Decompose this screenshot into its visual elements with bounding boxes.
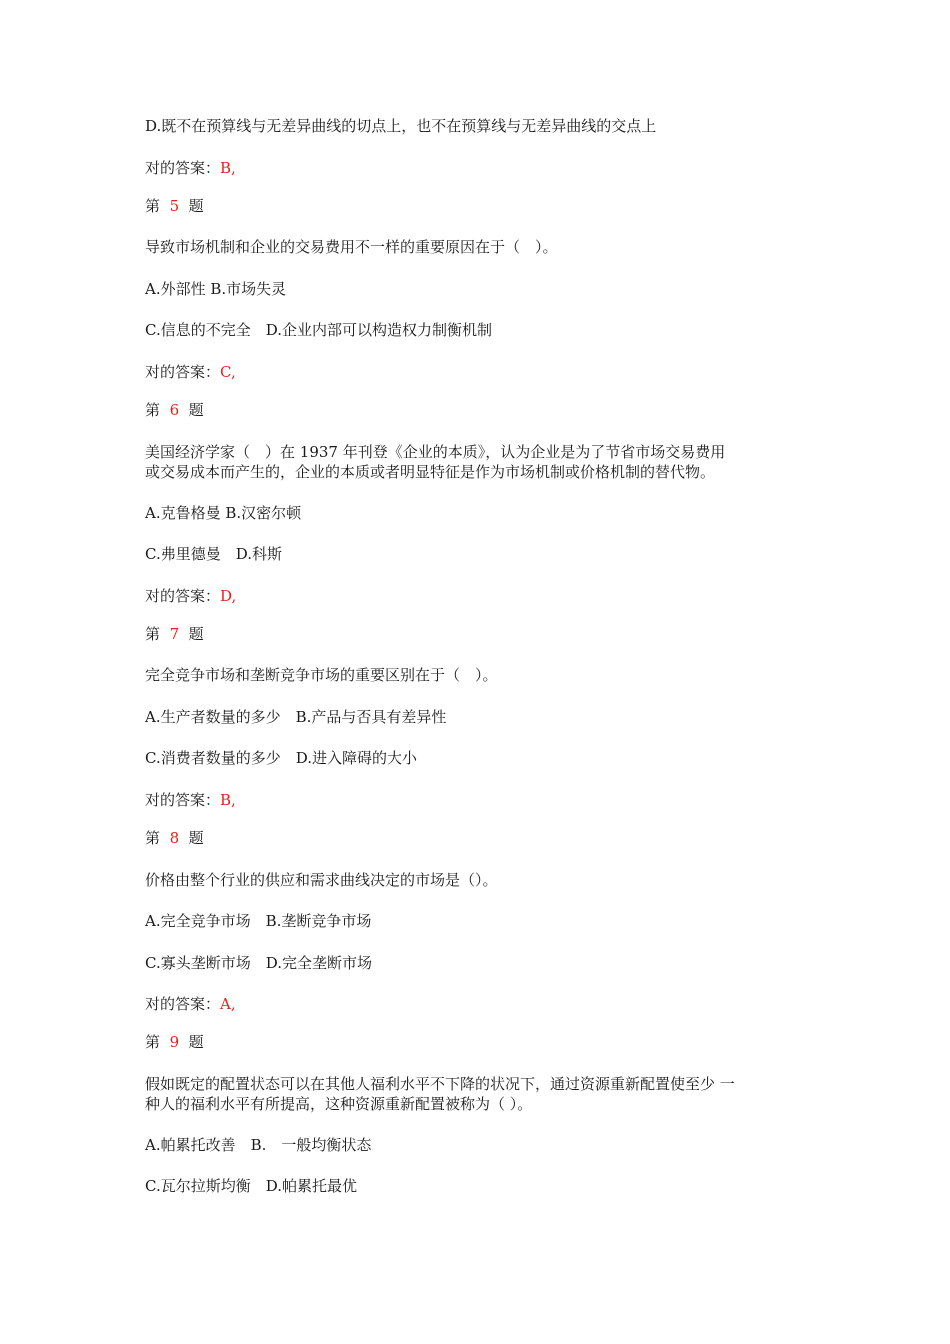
answer-label: 对的答案： <box>145 587 221 605</box>
option-line: A.克鲁格曼 B.汉密尔顿 <box>145 504 302 522</box>
option-line: C.瓦尔拉斯均衡 D.帕累托最优 <box>145 1177 357 1195</box>
option-line: D.既不在预算线与无差异曲线的切点上，也不在预算线与无差异曲线的交点上 <box>145 117 657 135</box>
answer-line <box>145 362 236 382</box>
question-heading: 第 6 题 <box>145 401 204 419</box>
question-text: 价格由整个行业的供应和需求曲线决定的市场是（）。 <box>145 871 498 889</box>
option-line: A.外部性 B.市场失灵 <box>145 280 287 298</box>
question-heading: 第 7 题 <box>145 625 204 643</box>
question-number: 5 <box>169 197 180 215</box>
answer-line <box>145 158 236 178</box>
question-number: 6 <box>169 401 180 419</box>
answer-value: B, <box>220 159 236 177</box>
question-heading: 第 8 题 <box>145 829 204 847</box>
question-heading: 第 5 题 <box>145 197 204 215</box>
answer-value: B, <box>220 791 236 809</box>
answer-value: A, <box>220 995 236 1013</box>
option-line: C.弗里德曼 D.科斯 <box>145 545 282 563</box>
answer-label: 对的答案： <box>145 995 221 1013</box>
question-heading: 第 9 题 <box>145 1033 204 1051</box>
answer-line <box>145 586 236 606</box>
question-text: 假如既定的配置状态可以在其他人福利水平不下降的状况下，通过资源重新配置使至少 一 <box>145 1075 735 1093</box>
question-text: 导致市场机制和企业的交易费用不一样的重要原因在于（ ）。 <box>145 238 558 256</box>
answer-line <box>145 790 236 810</box>
question-number: 9 <box>169 1033 180 1051</box>
option-line: A.完全竞争市场 B.垄断竞争市场 <box>145 912 372 930</box>
question-number: 7 <box>169 625 180 643</box>
answer-label: 对的答案： <box>145 363 221 381</box>
option-line: C.寡头垄断市场 D.完全垄断市场 <box>145 954 372 972</box>
question-number: 8 <box>169 829 180 847</box>
answer-value: D, <box>220 587 237 605</box>
option-line: A.生产者数量的多少 B.产品与否具有差异性 <box>145 708 447 726</box>
answer-label: 对的答案： <box>145 791 221 809</box>
question-text: 或交易成本而产生的，企业的本质或者明显特征是作为市场机制或价格机制的替代物。 <box>145 463 716 481</box>
answer-value: C, <box>220 363 236 381</box>
option-line: C.消费者数量的多少 D.进入障碍的大小 <box>145 749 417 767</box>
answer-label: 对的答案： <box>145 159 221 177</box>
question-text: 种人的福利水平有所提高，这种资源重新配置被称为（ ）。 <box>145 1095 533 1113</box>
question-text: 美国经济学家（ ）在 1937 年刊登《企业的本质》，认为企业是为了节省市场交易费用 <box>145 443 726 461</box>
question-text: 完全竞争市场和垄断竞争市场的重要区别在于（ ）。 <box>145 666 498 684</box>
option-line: C.信息的不完全 D.企业内部可以构造权力制衡机制 <box>145 321 492 339</box>
option-line: A.帕累托改善 B. 一般均衡状态 <box>145 1136 372 1154</box>
answer-line <box>145 994 236 1014</box>
